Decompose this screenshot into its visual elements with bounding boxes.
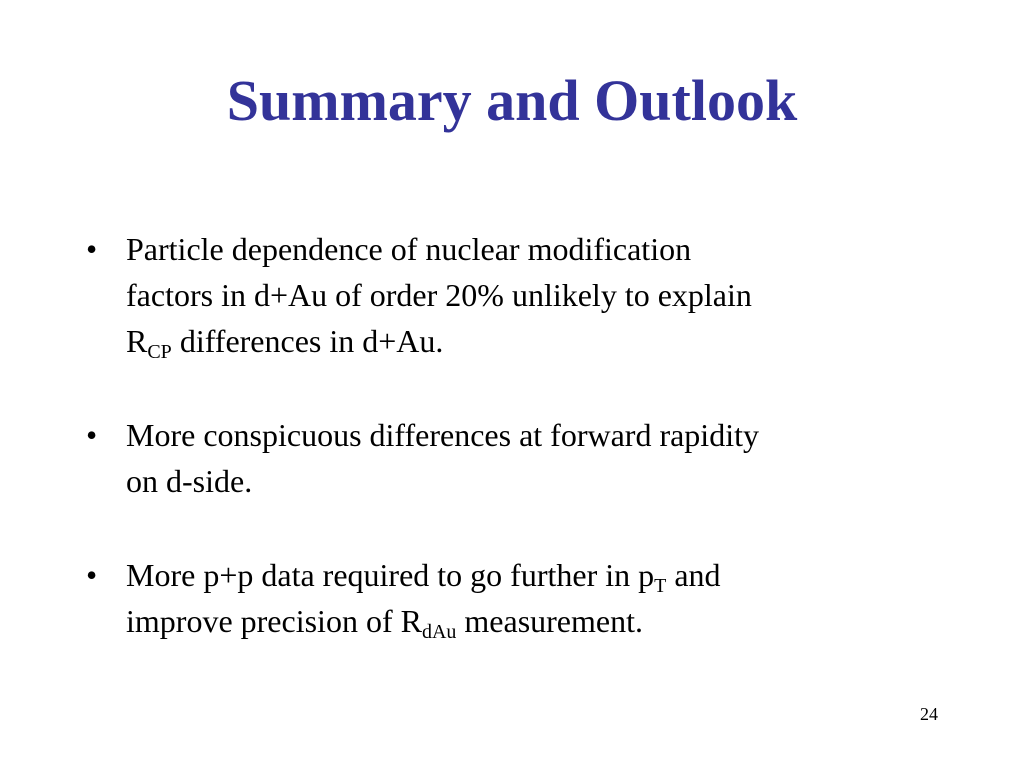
bullet-3-text-1: More p+p data required to go further in p xyxy=(126,557,655,593)
bullet-1-tail: differences in d+Au. xyxy=(171,323,444,359)
bullet-2-line-2: on d-side. xyxy=(126,463,253,499)
bullet-2-line-1: More conspicuous differences at forward rapidity xyxy=(126,417,759,453)
bullet-3-text-4: measurement. xyxy=(456,603,643,639)
bullet-icon: • xyxy=(86,557,98,593)
page-number: 24 xyxy=(920,704,938,724)
bullet-item-2 xyxy=(86,412,946,504)
bullet-1-line-1: Particle dependence of nuclear modification xyxy=(126,231,692,267)
bullet-list xyxy=(86,226,946,692)
bullet-3-pt-subscript: T xyxy=(654,575,667,597)
slide-title: Summary and Outlook xyxy=(226,68,798,133)
bullet-1-r-subscript: CP xyxy=(147,341,172,363)
bullet-icon: • xyxy=(86,417,98,453)
bullet-item-1 xyxy=(86,226,946,364)
bullet-1-line-2: factors in d+Au of order 20% unlikely to explain xyxy=(126,277,752,313)
bullet-3-text-3: improve precision of R xyxy=(126,603,422,639)
bullet-3-rdau-subscript: dAu xyxy=(421,621,457,643)
bullet-1-r-symbol: R xyxy=(126,323,148,359)
bullet-3-text-2: and xyxy=(666,557,721,593)
bullet-icon: • xyxy=(86,231,98,267)
bullet-item-3 xyxy=(86,552,946,644)
